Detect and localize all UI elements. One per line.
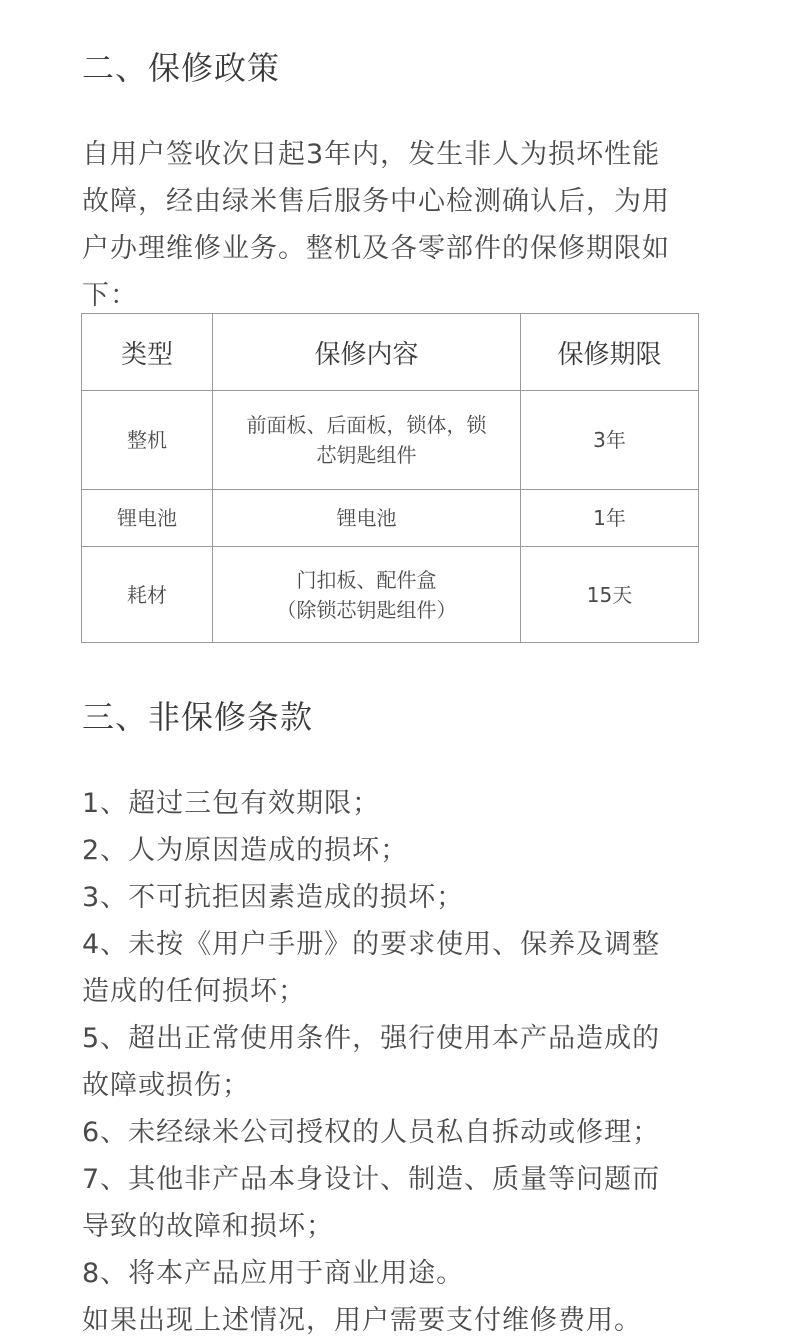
- warranty-period-table: [81, 313, 699, 643]
- table-row: [82, 547, 699, 643]
- clause-line: 7、其他非产品本身设计、制造、质量等问题而: [82, 1164, 661, 1195]
- clause-line: 如果出现上述情况，用户需要支付维修费用。: [82, 1305, 642, 1336]
- header-content: 保修内容: [213, 314, 521, 391]
- clause-line: 6、未经绿米公司授权的人员私自拆动或修理；: [82, 1117, 661, 1148]
- non-warranty-clause-list: [82, 780, 712, 1344]
- table-row: [82, 391, 699, 490]
- cell-content-line: 前面板、后面板，锁体，锁: [246, 413, 487, 437]
- warranty-intro-paragraph: [82, 131, 712, 319]
- clause-line: 2、人为原因造成的损坏；: [82, 835, 409, 866]
- clause-line: 8、将本产品应用于商业用途。: [82, 1258, 465, 1289]
- cell-type: 整机: [82, 391, 213, 490]
- header-type: 类型: [82, 314, 213, 391]
- cell-content-line: 门扣板、配件盒: [296, 567, 437, 592]
- cell-content: [213, 391, 521, 490]
- clause-line: 3、不可抗拒因素造成的损坏；: [82, 882, 465, 913]
- non-warranty-heading: 三、非保修条款: [82, 698, 314, 736]
- cell-period: 15天: [521, 547, 699, 643]
- intro-line: 下：: [82, 280, 138, 311]
- cell-content-line: 芯钥匙组件: [316, 443, 417, 467]
- cell-content: [213, 490, 521, 547]
- cell-type: 耗材: [82, 547, 213, 643]
- clause-line: 1、超过三包有效期限；: [82, 788, 381, 819]
- cell-content-line: （除锁芯钥匙组件）: [276, 597, 457, 622]
- intro-line: 故障，经由绿米售后服务中心检测确认后，为用: [82, 186, 670, 217]
- intro-line: 户办理维修业务。整机及各零部件的保修期限如: [82, 233, 670, 264]
- clause-line: 造成的任何损坏；: [82, 976, 306, 1007]
- cell-content-line: 锂电池: [336, 506, 397, 530]
- table-header-row: [82, 314, 699, 391]
- cell-type: 锂电池: [82, 490, 213, 547]
- cell-period: 3年: [521, 391, 699, 490]
- cell-period: 1年: [521, 490, 699, 547]
- warranty-policy-heading: 二、保修政策: [82, 49, 281, 87]
- table-row: [82, 490, 699, 547]
- clause-line: 故障或损伤；: [82, 1070, 250, 1101]
- clause-line: 5、超出正常使用条件，强行使用本产品造成的: [82, 1023, 661, 1054]
- intro-line: 自用户签收次日起3年内，发生非人为损坏性能: [82, 139, 661, 170]
- clause-line: 4、未按《用户手册》的要求使用、保养及调整: [82, 929, 661, 960]
- header-period: 保修期限: [521, 314, 699, 391]
- clause-line: 导致的故障和损坏；: [82, 1211, 334, 1242]
- cell-content: [213, 547, 521, 643]
